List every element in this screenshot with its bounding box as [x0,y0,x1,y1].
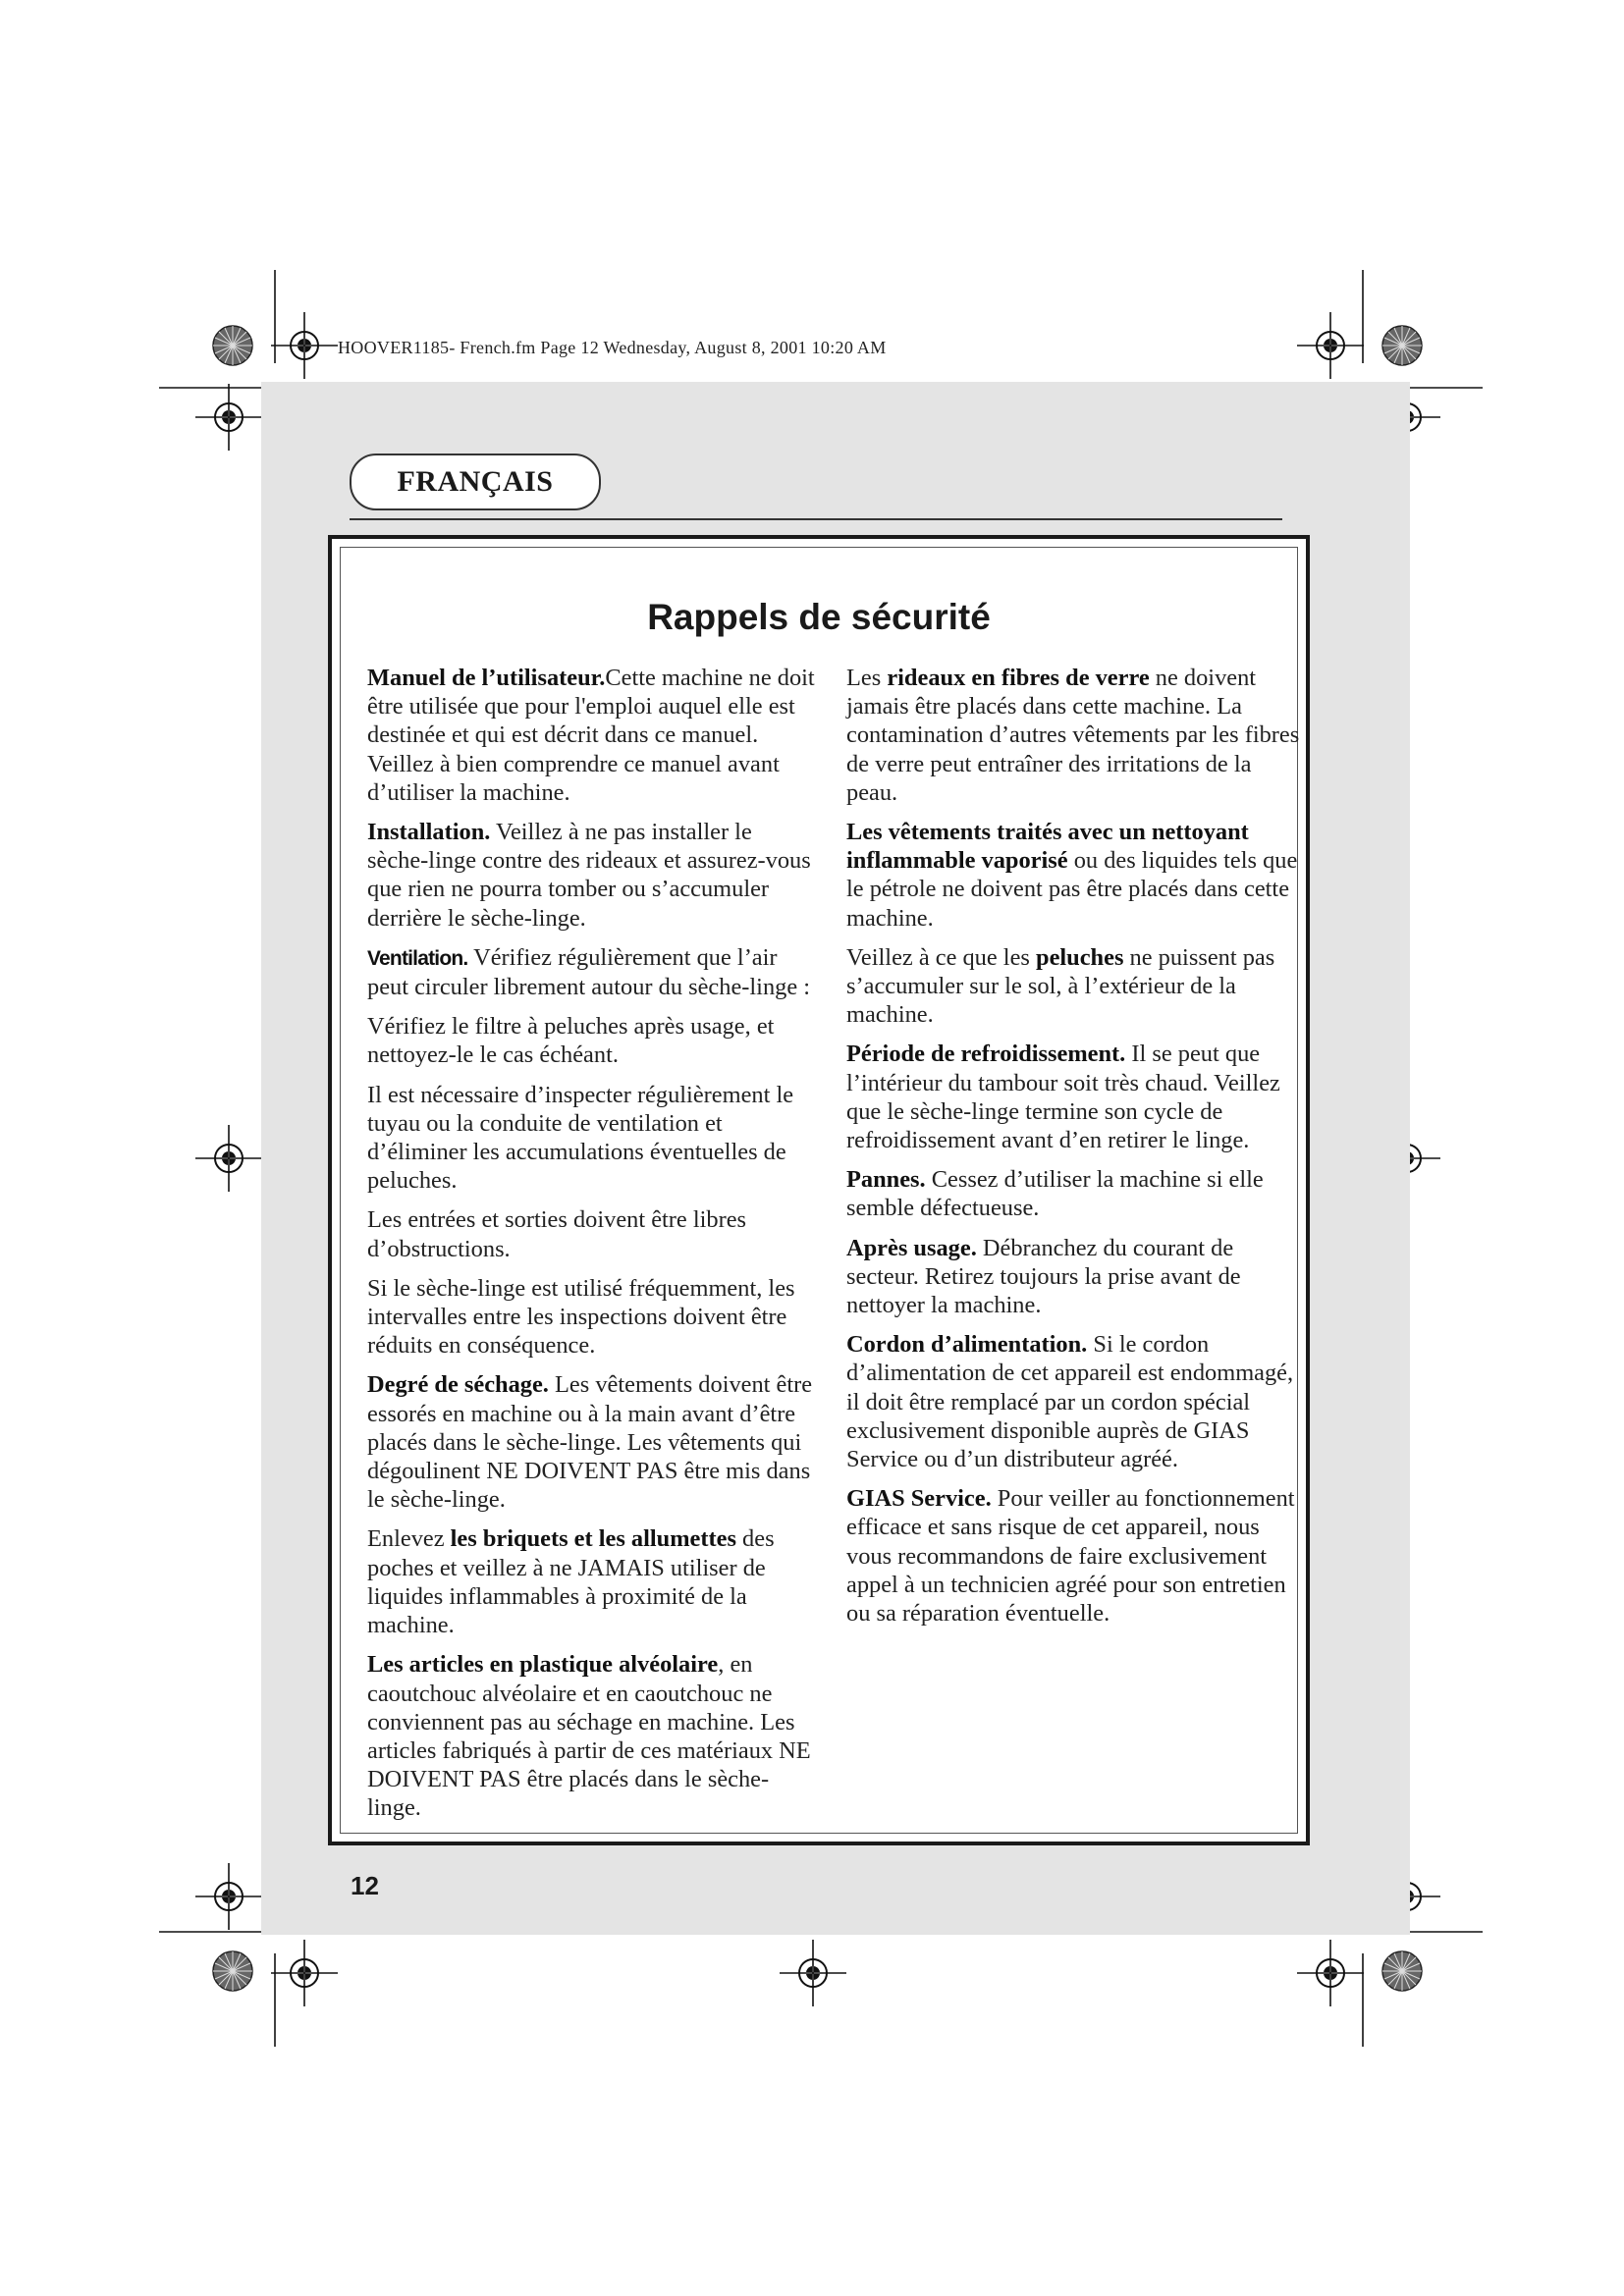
safety-box [328,535,1310,1845]
paragraph-vetements-traites: Les vêtements traités avec un nettoyant inflammable vaporisé ou des liquides tels que le pétrole ne doivent pas être placés dans cette machine. [846,819,1298,932]
paragraph-briquets: Enlevez les briquets et les allumettes des poches et veillez à ne JAMAIS utiliser de liquides inflammables à proximité de la machine. [367,1525,775,1639]
paragraph-refroidissement: Période de refroidissement. Il se peut que l’intérieur du tambour soit très chaud. Veillez que le sèche-linge termine son cycle de refroidissement avant d’en retirer le linge. [846,1041,1280,1154]
left-column [367,664,817,1834]
paragraph-rideaux: Les rideaux en fibres de verre ne doivent jamais être placés dans cette machine. La contamination d’autres vêtements par les fibres de verre peut entraîner des irritations de la peau. [846,665,1300,806]
file-info-header: HOOVER1185- French.fm Page 12 Wednesday, August 8, 2001 10:20 AM [338,338,887,357]
paragraph-entrees: Les entrées et sorties doivent être libres d’obstructions. [367,1206,747,1262]
paragraph-ventilation: Ventilation. Vérifiez régulièrement que l’air peut circuler librement autour du sèche-linge : [367,943,811,1001]
paragraph-inspecter: Il est nécessaire d’inspecter régulièrement le tuyau ou la conduite de ventilation et d’éliminer les accumulations éventuelles de peluches. [367,1081,794,1195]
paragraph-degre-sechage: Degré de séchage. Les vêtements doivent être essorés en machine ou à la main avant d’être placés dans le sèche-linge. Les vêtements qui dégoulinent NE DOIVENT PAS être mis dans le sèche-linge. [367,1371,813,1514]
paragraph-gias-service: GIAS Service. Pour veiller au fonctionnement efficace et sans risque de cet appareil, nous vous recommandons de faire exclusivement appel à un technicien agréé pour son entretien ou sa réparation éventuelle. [846,1485,1295,1628]
language-tab: FRANÇAIS [350,454,601,510]
paragraph-filtre: Vérifiez le filtre à peluches après usage, et nettoyez-le le cas échéant. [367,1013,775,1069]
paragraph-manuel: Manuel de l’utilisateur.Cette machine ne doit être utilisée que pour l'emploi auquel elle est destinée et qui est décrit dans ce manuel. Veillez à bien comprendre ce manuel avant d’utiliser la machine. [367,665,815,806]
paragraph-frequemment: Si le sèche-linge est utilisé fréquemment, les intervalles entre les inspections doivent être réduits en conséquence. [367,1274,795,1360]
paragraph-installation: Installation. Veillez à ne pas installer le sèche-linge contre des rideaux et assurez-vous que rien ne pourra tomber ou s’accumuler derrière le sèche-linge. [367,819,811,932]
page-number: 12 [351,1871,379,1900]
paragraph-peluches: Veillez à ce que les peluches ne puissent pas s’accumuler sur le sol, à l’extérieur de la machine. [846,943,1275,1029]
page-title: Rappels de sécurité [647,597,991,637]
paragraph-pannes: Pannes. Cessez d’utiliser la machine si elle semble défectueuse. [846,1166,1264,1222]
language-rule [350,518,1282,520]
paragraph-apres-usage: Après usage. Débranchez du courant de secteur. Retirez toujours la prise avant de nettoyer la machine. [846,1234,1241,1319]
paragraph-cordon: Cordon d’alimentation. Si le cordon d’alimentation de cet appareil est endommagé, il doit être remplacé par un cordon spécial exclusivement disponible auprès de GIAS Service ou d’un distributeur agréé. [846,1331,1294,1473]
paragraph-plastique: Les articles en plastique alvéolaire, en caoutchouc alvéolaire et en caoutchouc ne conviennent pas au séchage en machine. Les articles fabriqués à partir de ces matériaux NE DOIVENT PAS être placés dans le sèche-linge. [367,1651,811,1822]
right-column [846,664,1300,1638]
safety-box-inner [340,547,1298,1834]
